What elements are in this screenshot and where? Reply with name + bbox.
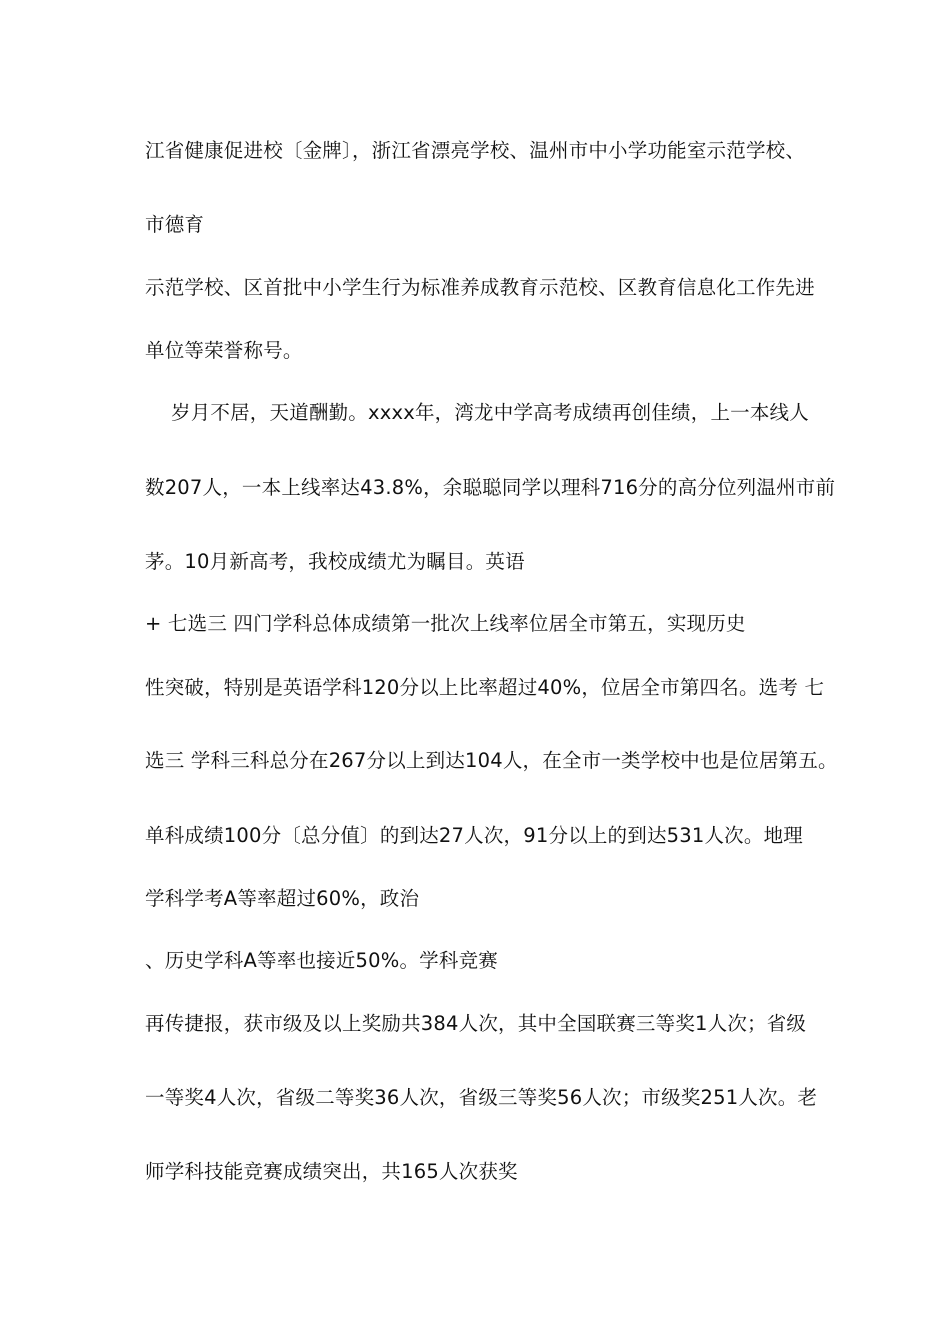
text-line: 茅。10月新高考，我校成绩尤为瞩目。英语 bbox=[145, 550, 525, 573]
text-line: 一等奖4人次，省级二等奖36人次，省级三等奖56人次；市级奖251人次。老 bbox=[145, 1086, 818, 1109]
paragraph-first-line: 岁月不居，天道酬勤。xxxx年，湾龙中学高考成绩再创佳绩，上一本线人 bbox=[171, 401, 809, 424]
text-line: 、历史学科A等率也接近50%。学科竞赛 bbox=[145, 949, 498, 972]
text-line: 再传捷报，获市级及以上奖励共384人次，其中全国联赛三等奖1人次；省级 bbox=[145, 1012, 807, 1035]
text-line: 数207人，一本上线率达43.8%，余聪聪同学以理科716分的高分位列温州市前 bbox=[145, 476, 836, 499]
text-line: 性突破，特别是英语学科120分以上比率超过40%，位居全市第四名。选考 七 bbox=[145, 676, 825, 699]
text-line: 江省健康促进校〔金牌〕，浙江省漂亮学校、温州市中小学功能室示范学校、 bbox=[145, 139, 806, 162]
text-line: 师学科技能竞赛成绩突出，共165人次获奖 bbox=[145, 1160, 518, 1183]
text-line: 示范学校、区首批中小学生行为标准养成教育示范校、区教育信息化工作先进 bbox=[145, 276, 815, 299]
text-line: 选三 学科三科总分在267分以上到达104人，在全市一类学校中也是位居第五。 bbox=[145, 749, 838, 772]
text-line: 单科成绩100分〔总分值〕的到达27人次，91分以上的到达531人次。地理 bbox=[145, 824, 803, 847]
text-line: + 七选三 四门学科总体成绩第一批次上线率位居全市第五，实现历史 bbox=[145, 612, 746, 635]
text-line: 市德育 bbox=[145, 213, 205, 236]
text-line: 单位等荣誉称号。 bbox=[145, 339, 303, 362]
text-line: 学科学考A等率超过60%，政治 bbox=[145, 887, 420, 910]
